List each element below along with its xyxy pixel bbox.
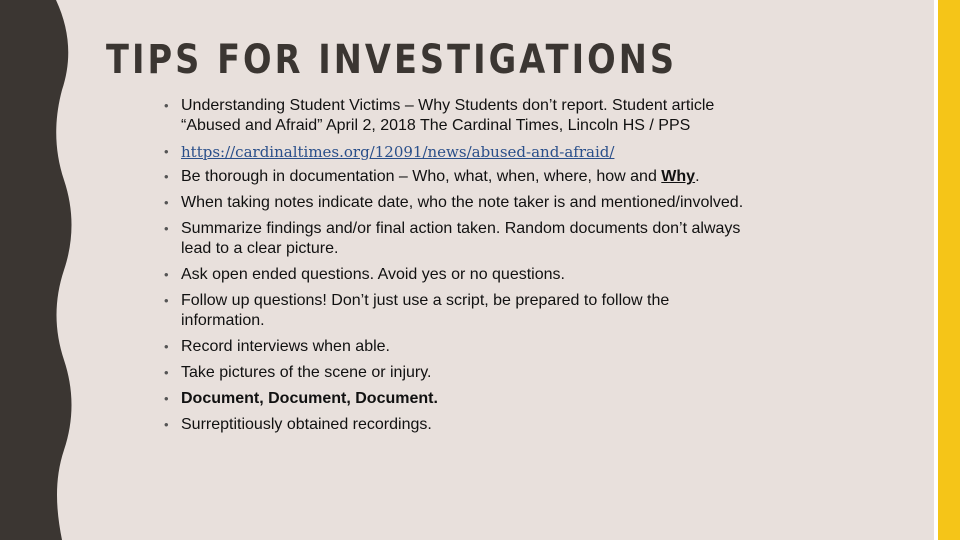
bullet-item: [164, 96, 744, 136]
bullet-dot-icon: •: [164, 293, 169, 308]
bullet-item: [164, 389, 744, 409]
bullet-text-suffix: .: [695, 168, 700, 185]
bullet-text: Ask open ended questions. Avoid yes or no questions.: [181, 266, 565, 283]
slide-title: TIPS FOR INVESTIGATIONS: [106, 37, 678, 83]
bullet-item: [164, 167, 744, 187]
bullet-item: [164, 291, 744, 331]
bullet-dot-icon: •: [164, 391, 169, 406]
bullet-text: Follow up questions! Don’t just use a script, be prepared to follow the information.: [181, 292, 670, 329]
bullet-text: Understanding Student Victims – Why Students don’t report. Student article “Abused and Afraid” April 2, 2018 The Cardinal Times, Lincoln HS / PPS: [181, 97, 715, 134]
bullet-dot-icon: •: [164, 98, 169, 113]
bullet-dot-icon: •: [164, 169, 169, 184]
bullet-text: Summarize findings and/or final action taken. Random documents don’t always lead to a clear picture.: [181, 220, 741, 257]
bullet-text-bold: Document, Document, Document.: [181, 390, 438, 407]
bullet-dot-icon: •: [164, 267, 169, 282]
bullet-item: [164, 363, 744, 383]
bullet-dot-icon: •: [164, 339, 169, 354]
bullet-text: Record interviews when able.: [181, 338, 390, 355]
decorative-left-band: [0, 0, 80, 540]
bullet-text: Surreptitiously obtained recordings.: [181, 416, 432, 433]
bullet-item: [164, 219, 744, 259]
bullet-dot-icon: •: [164, 195, 169, 210]
bullet-item: [164, 415, 744, 435]
why-emphasis: Why: [661, 168, 696, 185]
bullet-item: [164, 193, 744, 213]
bullet-text: When taking notes indicate date, who the note taker is and mentioned/involved.: [181, 194, 744, 211]
bullet-dot-icon: •: [164, 417, 169, 432]
bullet-item: [164, 265, 744, 285]
bullet-text: Take pictures of the scene or injury.: [181, 364, 432, 381]
bullet-list: [164, 96, 744, 441]
decorative-right-band: [938, 0, 960, 540]
bullet-item: [164, 142, 744, 163]
bullet-dot-icon: •: [164, 365, 169, 380]
bullet-text: Be thorough in documentation – Who, what, when, where, how and: [181, 168, 662, 185]
bullet-dot-icon: •: [164, 144, 169, 159]
bullet-item: [164, 337, 744, 357]
bullet-dot-icon: •: [164, 221, 169, 236]
article-link[interactable]: https://cardinaltimes.org/12091/news/abused-and-afraid/: [181, 143, 615, 161]
